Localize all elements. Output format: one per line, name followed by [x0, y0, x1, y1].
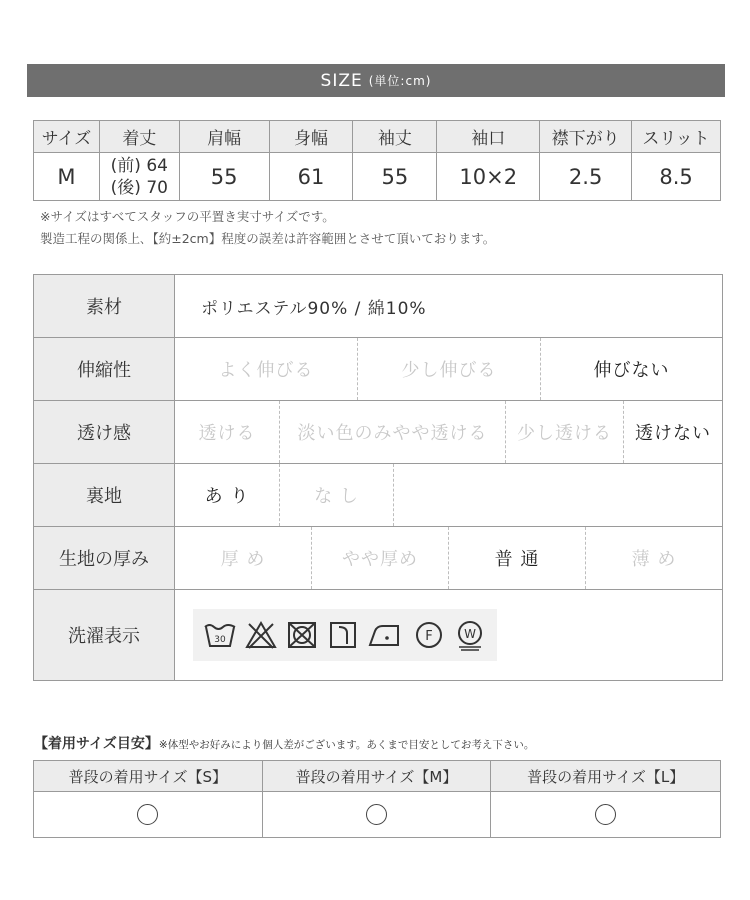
- header-shoulder: 肩幅: [179, 121, 269, 153]
- circle-mark-icon: [137, 804, 158, 825]
- note-measurement: ※サイズはすべてスタッフの平置き実寸サイズです。: [40, 209, 335, 224]
- thickness-option-thick: 厚 め: [175, 527, 312, 589]
- header-length: 着丈: [99, 121, 179, 153]
- header-body-width: 身幅: [269, 121, 353, 153]
- spec-row-thickness: [34, 526, 722, 589]
- svg-text:W: W: [464, 627, 477, 641]
- fit-guide-header-s: 普段の着用サイズ【S】: [34, 761, 263, 792]
- size-banner: [27, 64, 725, 97]
- stretch-option-none: 伸びない: [593, 360, 670, 381]
- thickness-option-normal: 普 通: [449, 527, 586, 589]
- material-value: ポリエステル90% / 綿10%: [201, 298, 427, 319]
- wet-clean-w-icon: [453, 619, 487, 651]
- sheer-option-sheer: 透ける: [175, 401, 280, 463]
- stretch-label: 伸縮性: [34, 338, 175, 400]
- spec-row-stretch: [34, 337, 722, 400]
- sheer-option-not-sheer: 透けない: [635, 423, 711, 444]
- thickness-option-thin: 薄 め: [631, 549, 677, 570]
- header-neck-drop: 襟下がり: [540, 121, 632, 153]
- spec-row-material: [34, 275, 722, 337]
- fit-guide-cell-s: [34, 792, 263, 838]
- lining-option-no: な し: [280, 464, 394, 526]
- no-tumble-dry-icon: [285, 619, 319, 651]
- fit-guide-header: [34, 761, 721, 792]
- cell-cuff: 10×2: [437, 153, 540, 201]
- banner-unit: (単位:cm): [368, 74, 432, 88]
- care-label: 洗濯表示: [34, 590, 175, 680]
- fit-guide-cell-m: [262, 792, 491, 838]
- cell-slit: 8.5: [632, 153, 721, 201]
- fit-guide-table: [33, 760, 721, 838]
- lining-option-yes: あ り: [175, 464, 280, 526]
- fit-guide-subtitle: ※体型やお好みにより個人差がございます。あくまで目安としてお考え下さい。: [158, 739, 535, 751]
- line-dry-icon: [326, 619, 360, 651]
- sheer-option-light-colors: 淡い色のみやや透ける: [280, 401, 506, 463]
- cell-sleeve-length: 55: [353, 153, 437, 201]
- header-size: サイズ: [34, 121, 100, 153]
- no-bleach-icon: [244, 619, 278, 651]
- header-cuff: 袖口: [437, 121, 540, 153]
- length-back: (後) 70: [110, 177, 168, 198]
- cell-size: M: [34, 153, 100, 201]
- spec-row-sheer: [34, 400, 722, 463]
- cell-body-width: 61: [269, 153, 353, 201]
- cell-neck-drop: 2.5: [540, 153, 632, 201]
- fit-guide-header-l: 普段の着用サイズ【L】: [491, 761, 721, 792]
- svg-text:F: F: [425, 629, 434, 644]
- lining-label: 裏地: [34, 464, 175, 526]
- thickness-label: 生地の厚み: [34, 527, 175, 589]
- sheer-option-slightly: 少し透ける: [506, 401, 624, 463]
- stretch-option-high: よく伸びる: [175, 338, 358, 400]
- fit-guide-title: 【着用サイズ目安】: [34, 736, 159, 752]
- banner-title: SIZE: [320, 70, 363, 91]
- note-tolerance: 製造工程の関係上､【約±2cm】程度の誤差は許容範囲とさせて頂いております。: [40, 231, 496, 246]
- spec-row-lining: [34, 463, 722, 526]
- header-slit: スリット: [632, 121, 721, 153]
- size-table: [33, 120, 721, 201]
- material-label: 素材: [34, 275, 175, 337]
- table-row: [34, 153, 721, 201]
- length-front: (前) 64: [110, 155, 168, 176]
- wash-30-icon: [203, 619, 237, 651]
- thickness-option-slightly-thick: やや厚め: [312, 527, 449, 589]
- sheer-label: 透け感: [34, 401, 175, 463]
- stretch-option-some: 少し伸びる: [358, 338, 541, 400]
- header-sleeve-length: 袖丈: [353, 121, 437, 153]
- fit-guide-header-m: 普段の着用サイズ【M】: [262, 761, 491, 792]
- size-table-header: [34, 121, 721, 153]
- care-symbols: [193, 609, 497, 661]
- dry-clean-f-icon: [412, 619, 446, 651]
- fit-guide-heading: [34, 733, 534, 753]
- iron-low-icon: [367, 619, 405, 651]
- circle-mark-icon: [366, 804, 387, 825]
- fit-guide-cell-l: [491, 792, 721, 838]
- circle-mark-icon: [595, 804, 616, 825]
- spec-table: [33, 274, 723, 681]
- cell-length: [99, 153, 179, 201]
- cell-shoulder: 55: [179, 153, 269, 201]
- svg-text:30: 30: [213, 635, 226, 645]
- spec-row-care: [34, 589, 722, 680]
- table-row: [34, 792, 721, 838]
